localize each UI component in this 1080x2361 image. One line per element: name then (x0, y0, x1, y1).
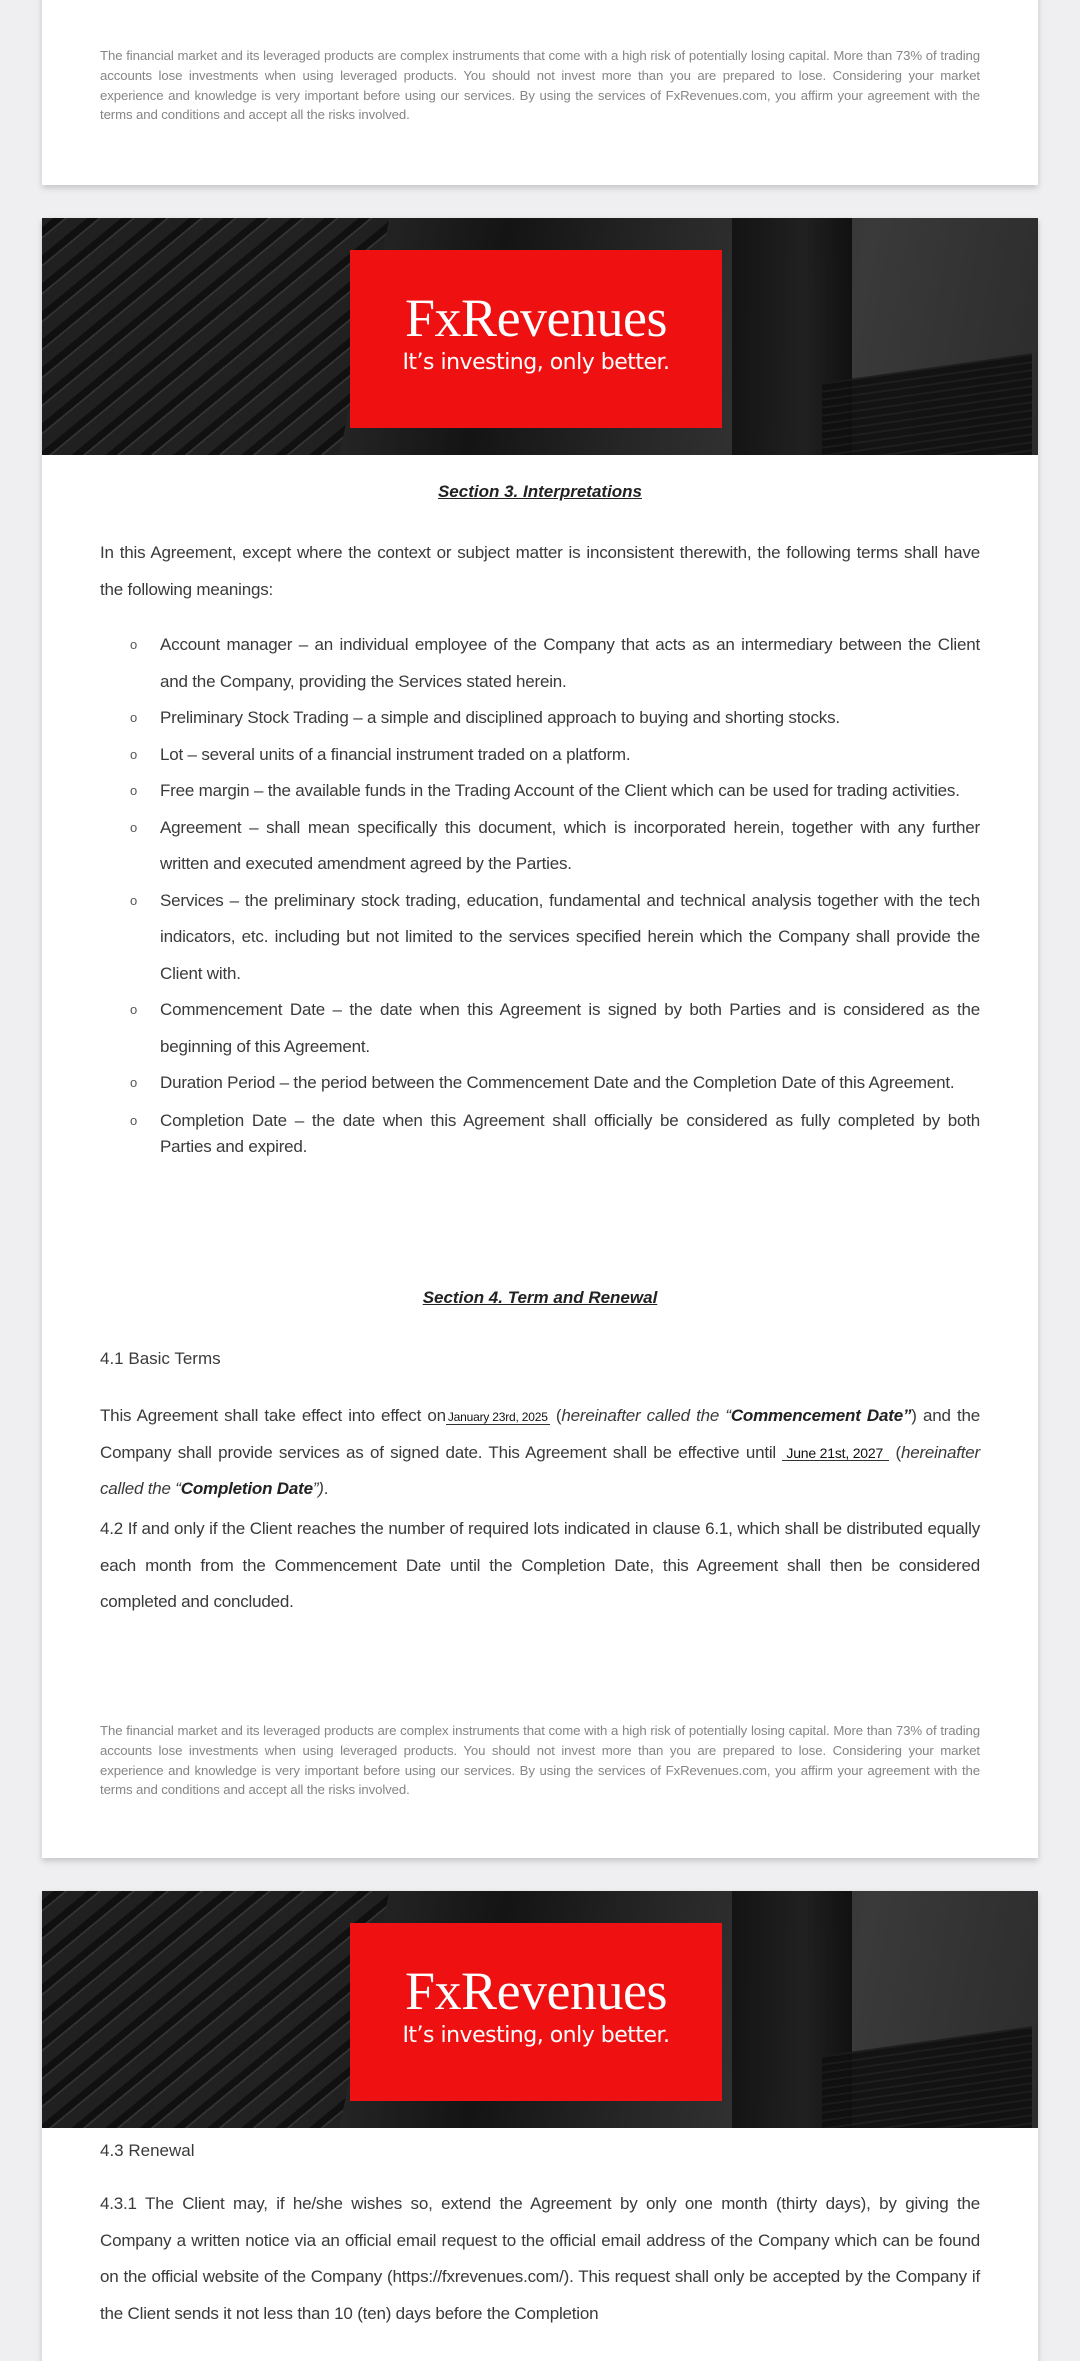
section-3-title: Section 3. Interpretations (437, 482, 643, 501)
list-item: o Agreement – shall mean specifically this document, which is incorporated herein, together with any further written and executed amendment agreed by the Parties. (100, 810, 980, 883)
clause-4-2: 4.2 If and only if the Client reaches the number of required lots indicated in clause 6.1, which shall be distributed equally each month from the Commencement Date until the Completion Date, this Agreement shall then be considered completed and concluded. (100, 1519, 980, 1611)
hollow-circle-bullet-icon: o (130, 1112, 138, 1128)
document-page-1 (42, 0, 1038, 185)
list-item: o Preliminary Stock Trading – a simple and disciplined approach to buying and shorting stocks. (100, 700, 980, 737)
clause-4-1: This Agreement shall take effect into effect on January 23rd, 2025 (hereinafter called the “Commencement Date”) and the Company shall provide services as of signed date. This Agreement shall be effective until June 21st, 2027 (hereinafter called the “Completion Date”). (100, 1406, 981, 1498)
renewal-heading: 4.3 Renewal (100, 2141, 195, 2160)
hollow-circle-bullet-icon: o (130, 819, 138, 835)
commencement-date-field: January 23rd, 2025 (447, 1410, 548, 1424)
building-image (822, 2026, 1032, 2128)
completion-date-label: Completion Date (180, 1479, 313, 1498)
list-item: o Account manager – an individual employee of the Company that acts as an intermediary between the Client and the Company, providing the Services stated herein. (100, 627, 980, 700)
basic-terms-heading: 4.1 Basic Terms (100, 1349, 221, 1368)
list-item: o Free margin – the available funds in the Trading Account of the Client which can be used for trading activities. (100, 773, 980, 810)
commencement-date-label: Commencement Date” (730, 1406, 912, 1425)
list-item: o Duration Period – the period between the Commencement Date and the Completion Date of this Agreement. (100, 1065, 980, 1102)
header-banner (42, 1891, 1038, 2128)
building-image (42, 1891, 396, 2128)
hollow-circle-bullet-icon: o (130, 710, 138, 725)
hollow-circle-bullet-icon: o (130, 892, 138, 908)
hollow-circle-bullet-icon: o (130, 1002, 138, 1017)
building-image (42, 218, 396, 455)
section-3-intro: In this Agreement, except where the context or subject matter is inconsistent therewith, the following terms shall have the following meanings: (100, 543, 980, 599)
document-page-3 (42, 1891, 1038, 2361)
risk-disclaimer: The financial market and its leveraged products are complex instruments that come with a high risk of potentially losing capital. More than 73% of trading accounts lose investments when using leveraged products. You should not invest more than you are prepared to lose. Considering your market experience and knowledge is very important before using our services. By using the services of FxRevenues.com, you affirm your agreement with the terms and conditions and accept all the risks involved. (100, 1723, 980, 1798)
hollow-circle-bullet-icon: o (130, 1075, 138, 1090)
definitions-list (100, 627, 980, 1160)
brand-name: FxRevenues (405, 288, 667, 348)
hollow-circle-bullet-icon: o (130, 746, 138, 762)
brand-tagline: It’s investing, only better. (402, 350, 670, 375)
list-item: o Completion Date – the date when this Agreement shall officially be considered as fully completed by both Parties and expired. (100, 1102, 980, 1160)
list-item: o Lot – several units of a financial instrument traded on a platform. (100, 737, 980, 774)
completion-date-field: June 21st, 2027 (782, 1446, 889, 1461)
brand-tagline: It’s investing, only better. (402, 2023, 670, 2048)
hollow-circle-bullet-icon: o (130, 783, 138, 798)
clause-4-3-1: 4.3.1 The Client may, if he/she wishes so, extend the Agreement by only one month (thirty days), by giving the Company a written notice via an official email request to the official email address of the Company which can be found on the official website of the Company (https://fxrevenues.com/). This request shall only be accepted by the Company if the Client sends it not less than 10 (ten) days before the Completion (100, 2194, 980, 2323)
header-banner (42, 218, 1038, 455)
risk-disclaimer: The financial market and its leveraged products are complex instruments that come with a high risk of potentially losing capital. More than 73% of trading accounts lose investments when using leveraged products. You should not invest more than you are prepared to lose. Considering your market experience and knowledge is very important before using our services. By using the services of FxRevenues.com, you affirm your agreement with the terms and conditions and accept all the risks involved. (100, 48, 980, 123)
list-item: o Services – the preliminary stock trading, education, fundamental and technical analysis together with the tech indicators, etc. including but not limited to the services specified herein which the Company shall provide the Client with. (100, 883, 980, 993)
building-image (822, 353, 1032, 455)
brand-logo (350, 250, 722, 428)
document-page-2 (42, 218, 1038, 1858)
brand-name: FxRevenues (405, 1961, 667, 2021)
section-4-title: Section 4. Term and Renewal (422, 1288, 658, 1307)
brand-logo (350, 1923, 722, 2101)
list-item: o Commencement Date – the date when this Agreement is signed by both Parties and is considered as the beginning of this Agreement. (100, 992, 980, 1065)
hollow-circle-bullet-icon: o (130, 637, 138, 652)
